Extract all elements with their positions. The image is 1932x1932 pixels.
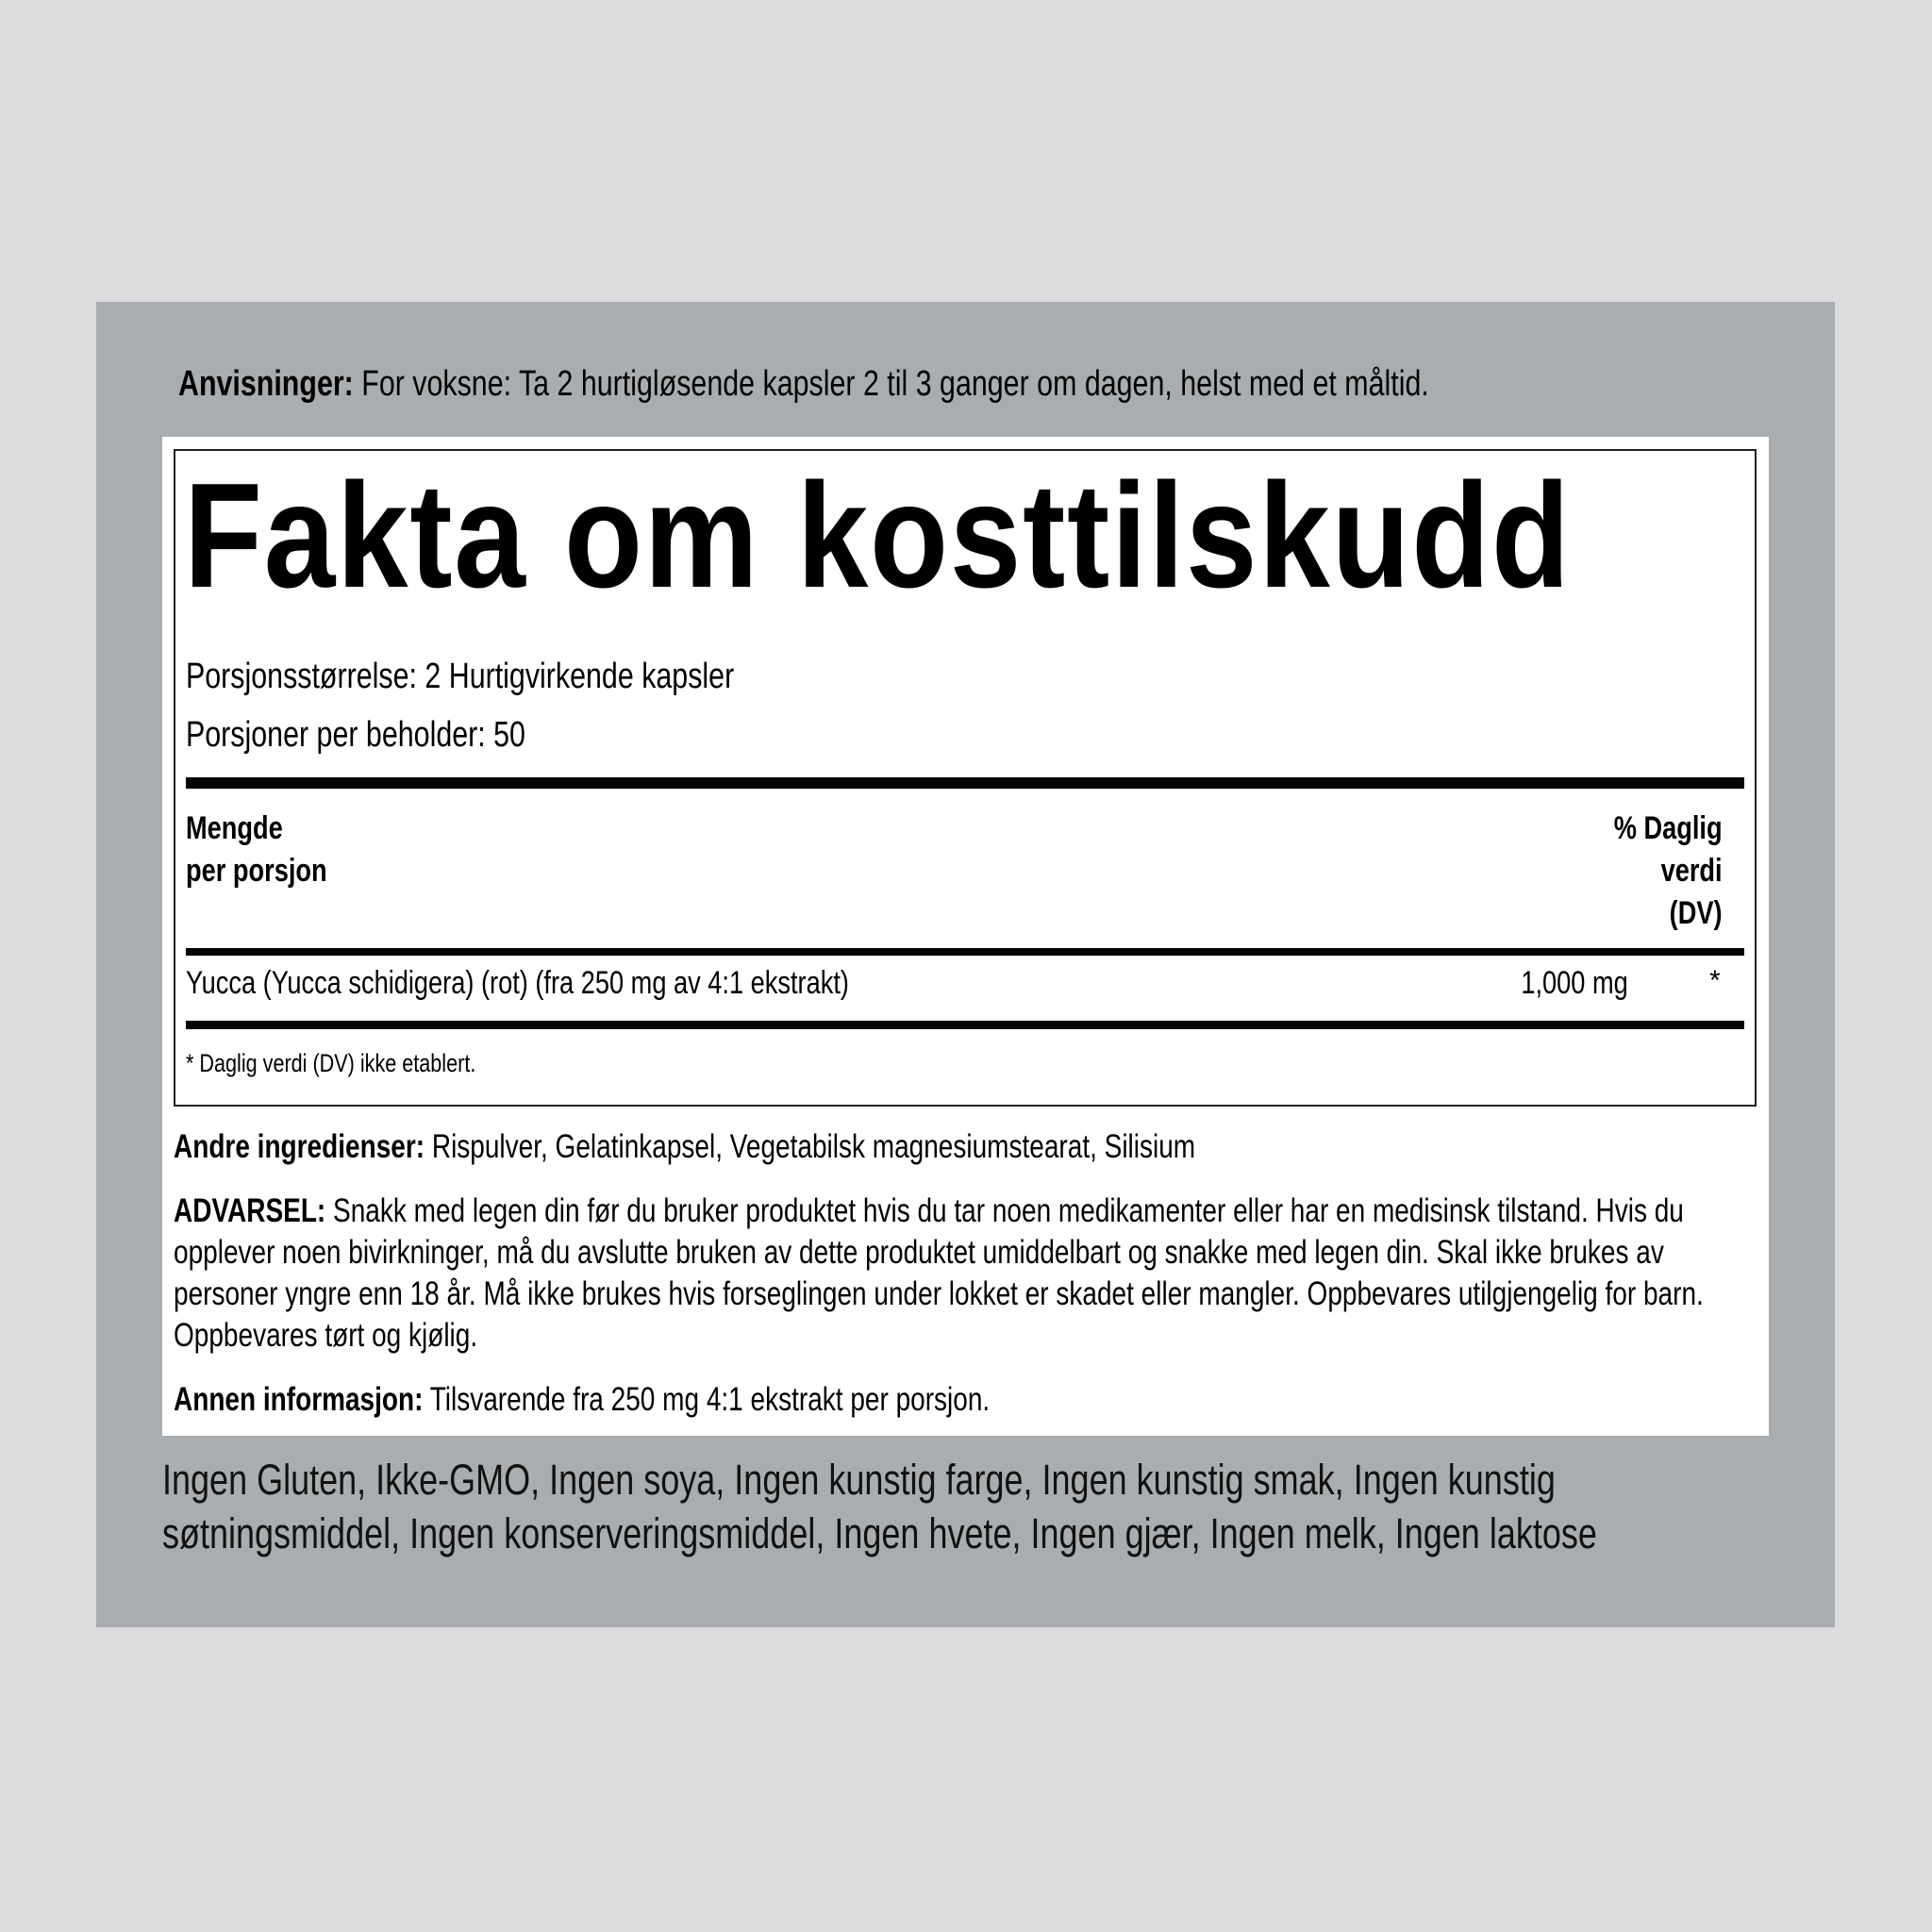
warning-text: Snakk med legen din før du bruker produktet hvis du tar noen medikamenter eller har en medisinsk tilstand. Hvis du opplever noen bivirkninger, må du avslutte bruken av dette produktet umiddelbart og snakke med legen din. Skal ikke brukes av personer yngre enn 18 år. Må ikke brukes hvis forseglingen under lokket er skadet eller mangler. Oppbevares utilgjengelig for barn. Oppbevares tørt og kjølig. [174,1192,1704,1354]
free-from-claims: Ingen Gluten, Ikke-GMO, Ingen soya, Ingen kunstig farge, Ingen kunstig smak, Ingen kunstig søtningsmiddel, Ingen konserveringsmiddel, Ingen hvete, Ingen gjær, Ingen melk, Ingen laktose [162,1456,1597,1557]
warning [174,1191,1743,1357]
warning-label: ADVARSEL: [174,1192,326,1229]
servings-per-container: Porsjoner per beholder: 50 [186,715,525,755]
ingredient-name: Yucca (Yucca schidigera) (rot) (fra 250 mg av 4:1 ekstrakt) [186,965,849,1001]
dv-header-line2: verdi [1660,853,1723,889]
other-info-label: Annen informasjon: [174,1381,424,1418]
ingredient-dv: * [1709,965,1721,996]
divider [186,948,1744,956]
dv-header [1614,808,1723,935]
facts-title: Fakta om kosttilskudd [184,453,1572,619]
other-info [174,1381,990,1419]
serving-size: Porsjonsstørrelse: 2 Hurtigvirkende kapsler [186,657,735,696]
other-info-text: Tilsvarende fra 250 mg 4:1 ekstrakt per porsjon. [423,1381,991,1418]
other-ingredients [174,1128,1195,1166]
amount-header [186,808,327,892]
dv-header-line3: (DV) [1670,895,1723,931]
other-ingredients-text: Rispulver, Gelatinkapsel, Vegetabilsk magnesiumstearat, Silisium [425,1128,1196,1165]
thick-divider [186,777,1744,789]
amount-header-line1: Mengde [186,810,283,846]
directions [178,364,1429,405]
divider [186,1021,1744,1029]
amount-header-line2: per porsjon [186,853,327,889]
directions-text: For voksne: Ta 2 hurtigløsende kapsler 2 til 3 ganger om dagen, helst med et måltid. [353,364,1429,404]
directions-label: Anvisninger: [178,364,354,404]
other-ingredients-label: Andre ingredienser: [174,1128,425,1165]
ingredient-amount: 1,000 mg [1521,965,1628,1001]
dv-header-line1: % Daglig [1614,810,1723,846]
footnote: * Daglig verdi (DV) ikke etablert. [186,1049,476,1077]
